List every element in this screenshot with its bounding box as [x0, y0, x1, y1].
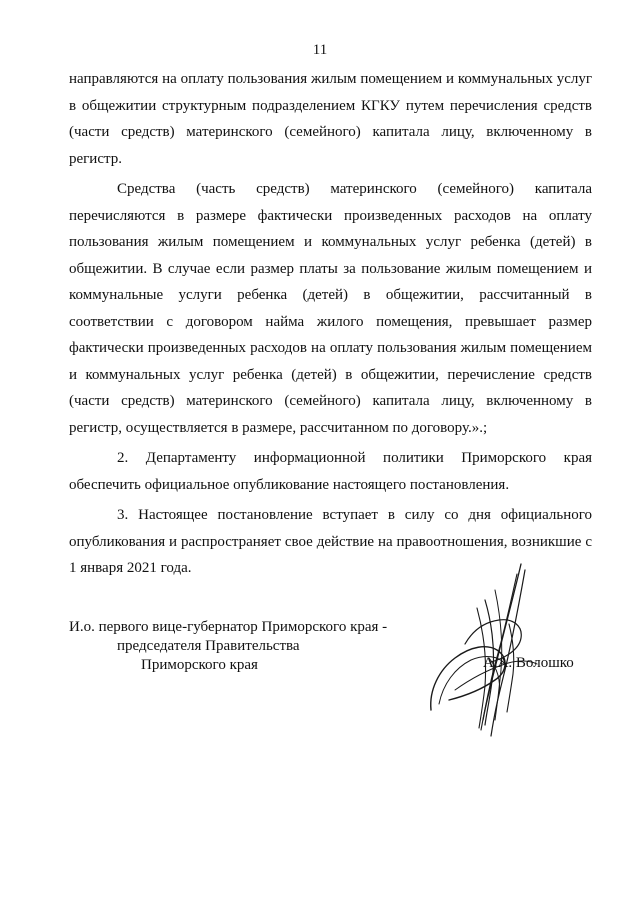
paragraph-continuation: направляются на оплату пользования жилым помещением и коммунальных услуг в общежитии структурным подразделением КГКУ путем перечисления средств (части средств) материнского (семейного) капитала лицу, включенному в регистр. [69, 71, 592, 167]
document-body [69, 66, 592, 586]
handwritten-signature [425, 560, 555, 740]
paragraph-funds-transfer: Средства (часть средств) материнского (семейного) капитала перечисляются в размере фактически произведенных расходов на оплату пользования жилым помещением и коммунальных услуг ребенка (детей) в общежитии. В случае если размер платы за пользование жилым помещением и коммунальные услуги ребенка (детей) в общежитии, рассчитанный в соответствии с договором найма жилого помещения, превышает размер фактически произведенных расходов на оплату пользования жилым помещением и коммунальных услуг ребенка (детей) в общежитии, перечисление средств (части средств) материнского (семейного) капитала лицу, включенному в регистр, осуществляется в размере, рассчитанном по договору.».; [69, 181, 592, 436]
signer-name: А.А. Волошко [483, 655, 574, 671]
signer-title-line-1: И.о. первого вице-губернатор Приморского края - [69, 619, 388, 635]
page-number: 11 [312, 42, 328, 58]
signer-title-line-3: Приморского края [141, 657, 258, 673]
signer-title-line-2: председателя Правительства [117, 638, 300, 654]
paragraph-item-3: 3. Настоящее постановление вступает в силу со дня официального опубликования и распространяет свое действие на правоотношения, возникшие с 1 января 2021 года. [69, 507, 592, 576]
paragraph-item-2: 2. Департаменту информационной политики Приморского края обеспечить официальное опубликование настоящего постановления. [69, 450, 592, 493]
